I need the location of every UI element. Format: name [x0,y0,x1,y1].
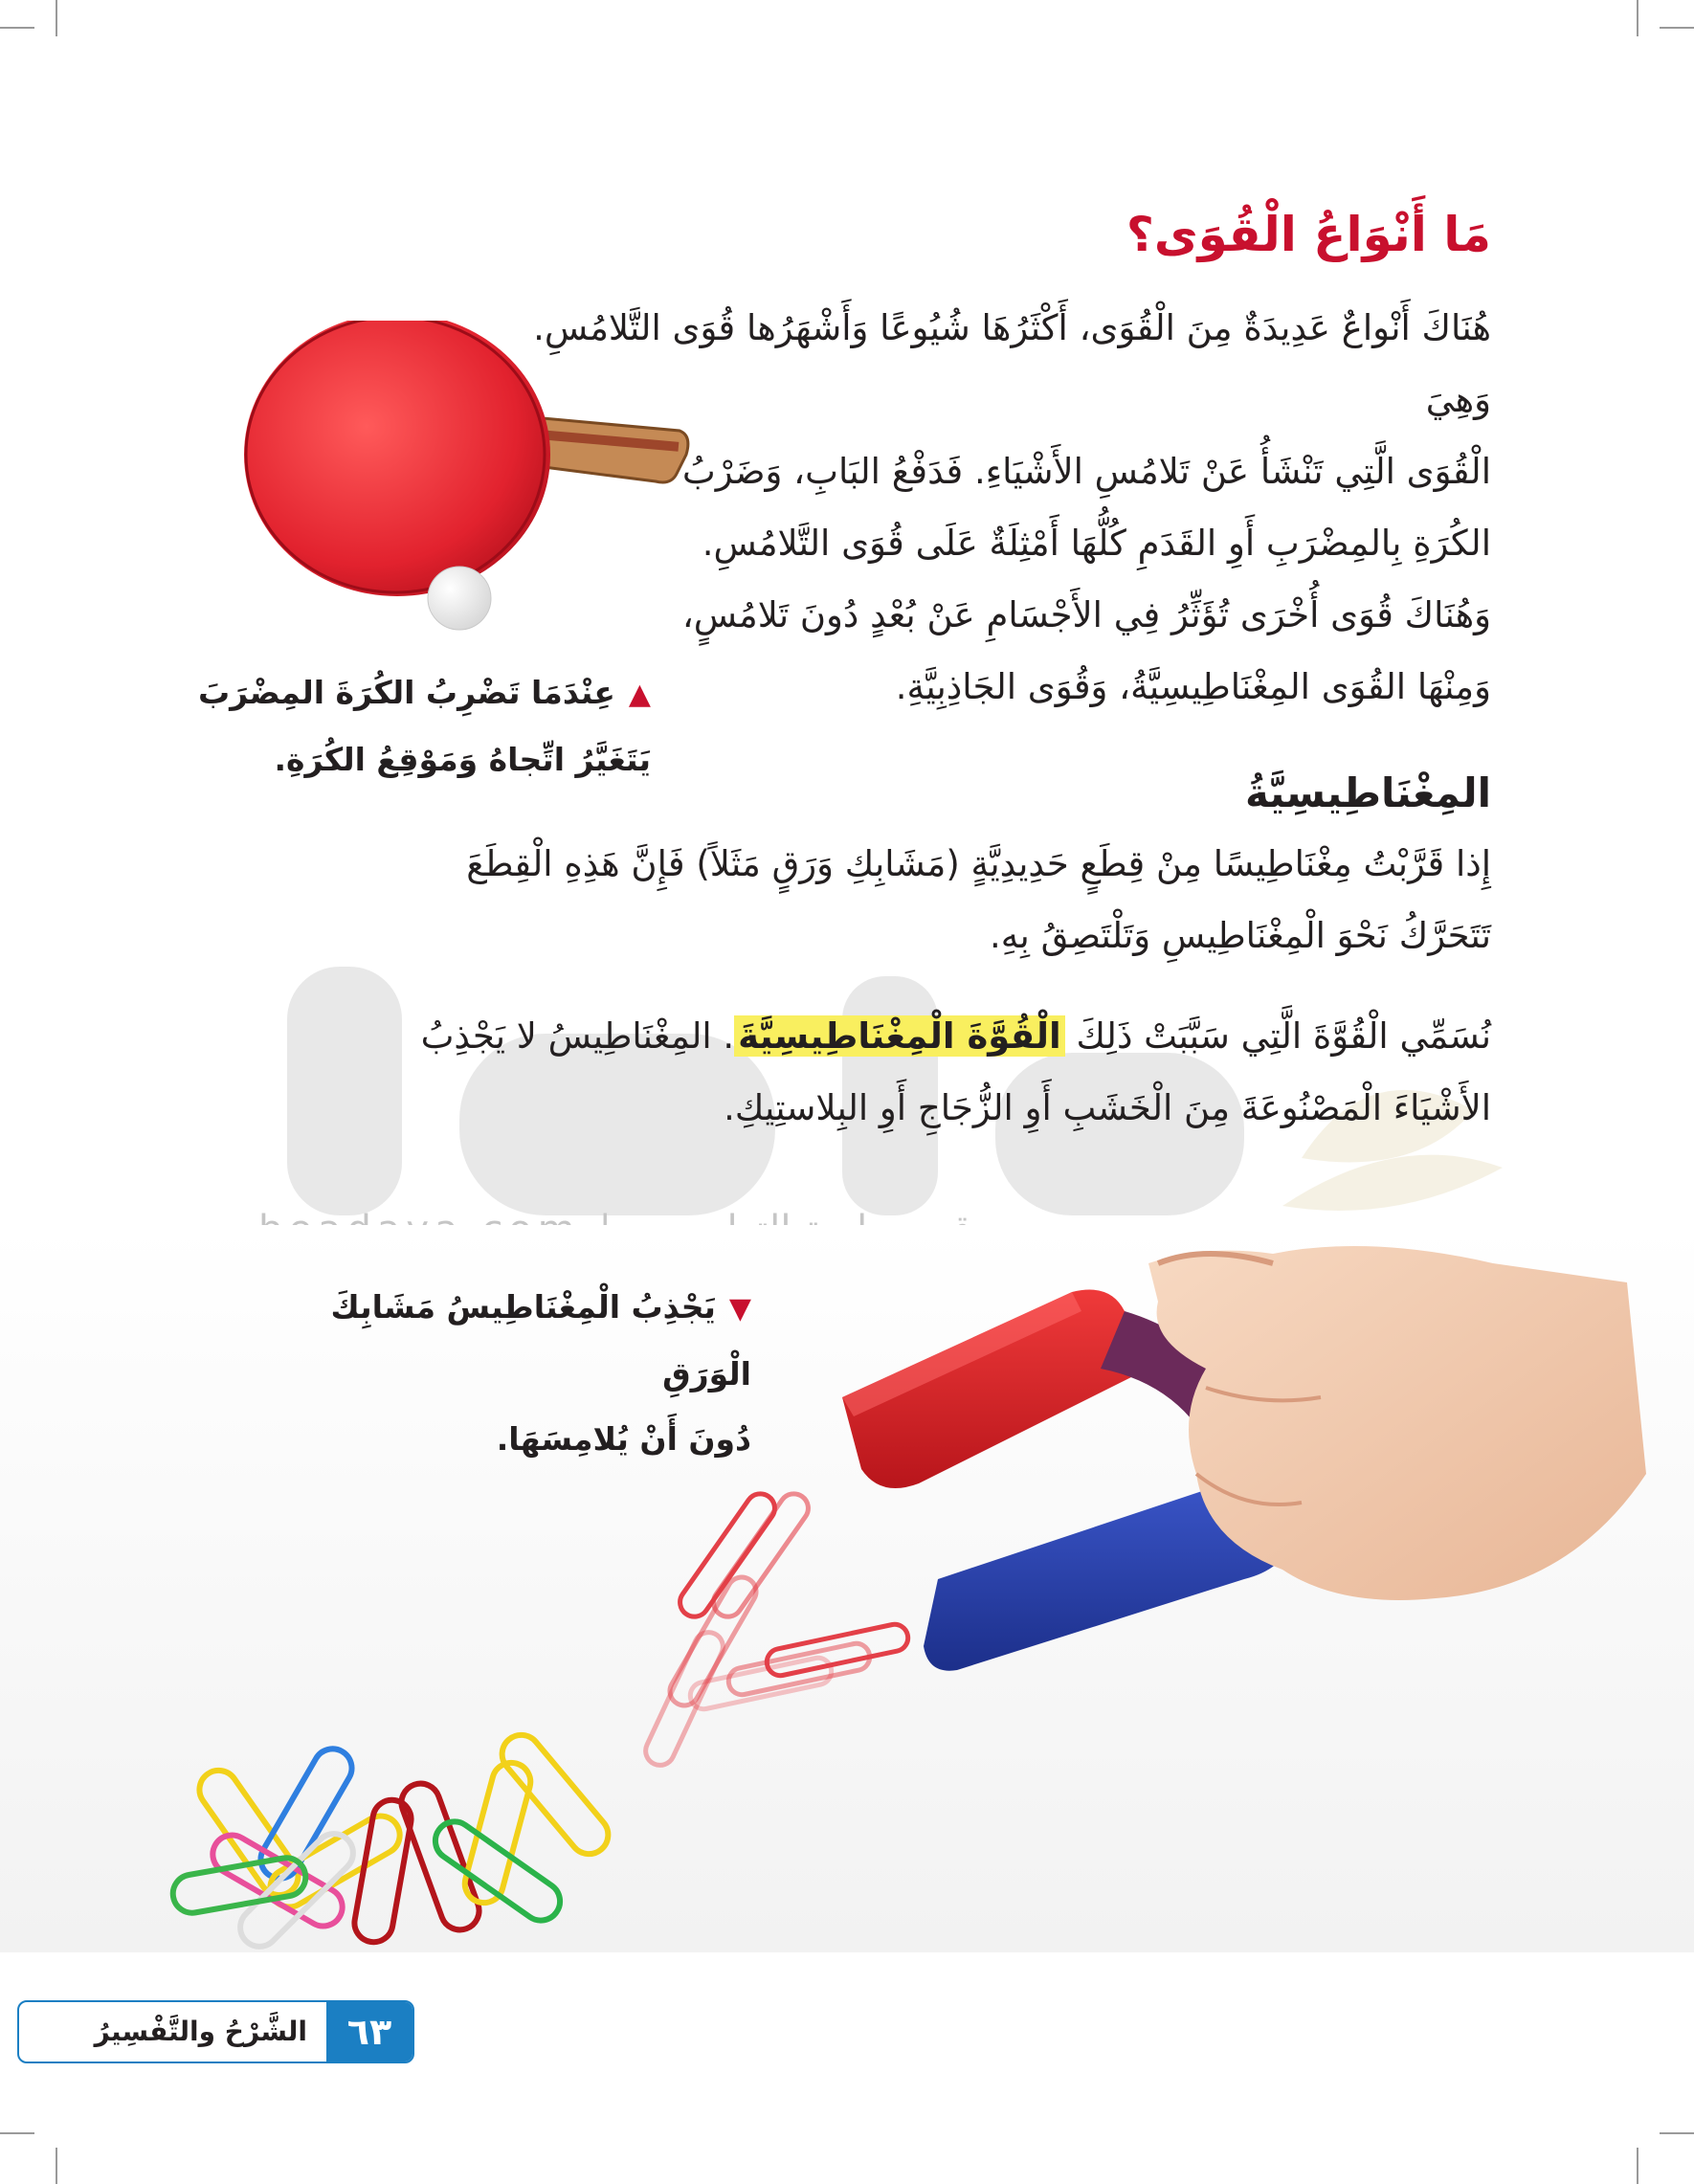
paddle-caption: ▲عِنْدَمَا تَضْرِبُ الكُرَةَ المِضْرَبَ يَتَغَيَّرُ اتِّجاهُ وَمَوْقِعُ الكُرَةِ. [198,674,651,778]
magnetism-heading: المِغْنَاطِيسِيَّةُ [1244,769,1491,816]
footer-label: الشَّرْحُ والتَّفْسِيرُ [94,2016,307,2047]
triangle-up-icon: ▲ [628,678,651,711]
magnet-caption: ▼يَجْذِبُ الْمِغْنَاطِيسُ مَشَابِكَ الْوَرَقِ دُونَ أَنْ يُلامِسَهَا. [330,1288,751,1458]
highlighted-term: الْقُوَّةَ الْمِغْنَاطِيسِيَّةَ [734,1015,1065,1057]
crop-mark [0,27,34,29]
page-footer [17,2000,414,2063]
magnetism-paragraph-1: إِذا قَرَّبْتُ مِغْنَاطِيسًا مِنْ قِطَعٍ حَدِيدِيَّةٍ (مَشَابِكِ وَرَقٍ مَثَلاً) فَإِنَّ هَذِهِ الْقِطَعَ تَتَحَرَّكُ نَحْوَ الْمِغْنَاطِيسِ وَتَلْتَصِقُ بِهِ. [466,843,1491,956]
crop-mark [1637,0,1638,36]
footer-frame [17,2000,414,2063]
crop-mark [1660,2132,1694,2134]
triangle-down-icon: ▼ [728,1292,751,1326]
intro-line: وَمِنْهَا القُوَى المِغْنَاطِيسِيَّةُ، وَقُوَى الجَاذِبِيَّةِ. [895,666,1491,707]
intro-line: الْقُوَى الَّتِي تَنْشَأُ عَنْ تَلامُسِ الأَشْيَاءِ. فَدَفْعُ البَابِ، وَضَرْبُ [681,451,1491,492]
intro-line: هُنَاكَ أَنْواعٌ عَدِيدَةٌ مِنَ الْقُوَى، أَكْثَرُهَا شُيُوعًا وَأَشْهَرُها قُوَى التَّلامُسِ. وَهِيَ [533,307,1491,420]
crop-mark [1637,2148,1638,2184]
crop-mark [0,2132,34,2134]
crop-mark [56,0,57,36]
crop-mark [56,2148,57,2184]
intro-paragraph [524,292,1491,723]
intro-line: الكُرَةِ بِالمِضْرَبِ أَوِ القَدَمِ كُلُّهَا أَمْثِلَةٌ عَلَى قُوَى التَّلامُسِ. [702,523,1491,564]
intro-line: وَهُنَاكَ قُوَى أُخْرَى تُؤَثِّرُ فِي الأَجْسَامِ عَنْ بُعْدٍ دُونَ تَلامُسٍ، [681,594,1491,635]
section-title: مَا أَنْوَاعُ الْقُوَى؟ [1126,207,1491,262]
page-number: ٦٣ [326,2002,412,2061]
magnetism-paragraph-2: نُسَمِّي الْقُوَّةَ الَّتِي سَبَّبَتْ ذَلِكَ الْقُوَّةَ الْمِغْنَاطِيسِيَّةَ. المِغْنَاطِيسُ لا يَجْذِبُ الأَشْيَاءَ الْمَصْنُوعَةَ مِنَ الْخَشَبِ أَوِ الزُّجَاجِ أَوِ البِلاستِيكِ. [420,1015,1491,1128]
crop-mark [1660,27,1694,29]
